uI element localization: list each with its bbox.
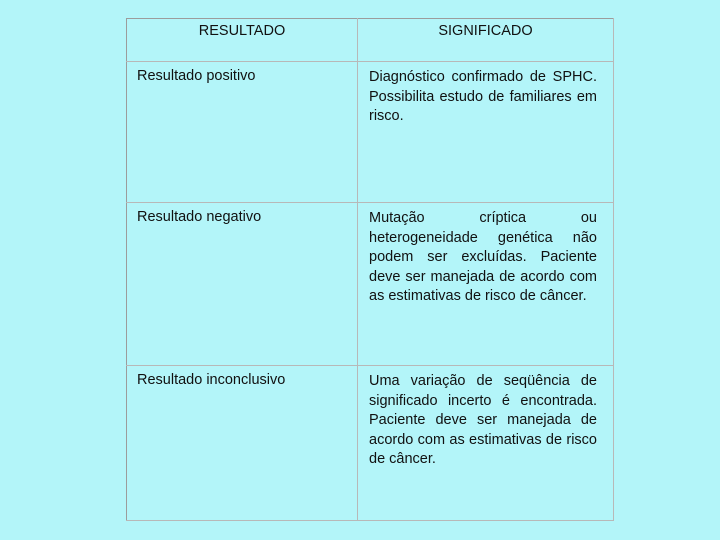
table-row <box>127 366 614 521</box>
result-label: Resultado positivo <box>137 68 256 84</box>
table-cell-significado <box>358 62 614 203</box>
header-resultado: RESULTADO <box>127 19 358 62</box>
table-header-row <box>127 19 614 62</box>
header-significado: SIGNIFICADO <box>358 19 614 62</box>
table-row <box>127 203 614 366</box>
table-cell-resultado <box>127 366 358 521</box>
result-description: Uma variação de seqüência de significado incerto é encontrada. Paciente deve ser manejada de acordo com as estimativas de risco de câncer. <box>369 373 597 467</box>
table-cell-resultado <box>127 62 358 203</box>
results-table <box>126 18 614 521</box>
table-cell-significado <box>358 203 614 366</box>
result-description: Diagnóstico confirmado de SPHC. Possibilita estudo de familiares em risco. <box>369 69 597 124</box>
table-cell-resultado <box>127 203 358 366</box>
table-cell-significado <box>358 366 614 521</box>
result-label: Resultado negativo <box>137 209 262 225</box>
result-description: Mutação críptica ou heterogeneidade genética não podem ser excluídas. Paciente deve ser manejada de acordo com as estimativas de risco de câncer. <box>369 210 597 304</box>
result-label: Resultado inconclusivo <box>137 372 286 388</box>
table-row <box>127 62 614 203</box>
